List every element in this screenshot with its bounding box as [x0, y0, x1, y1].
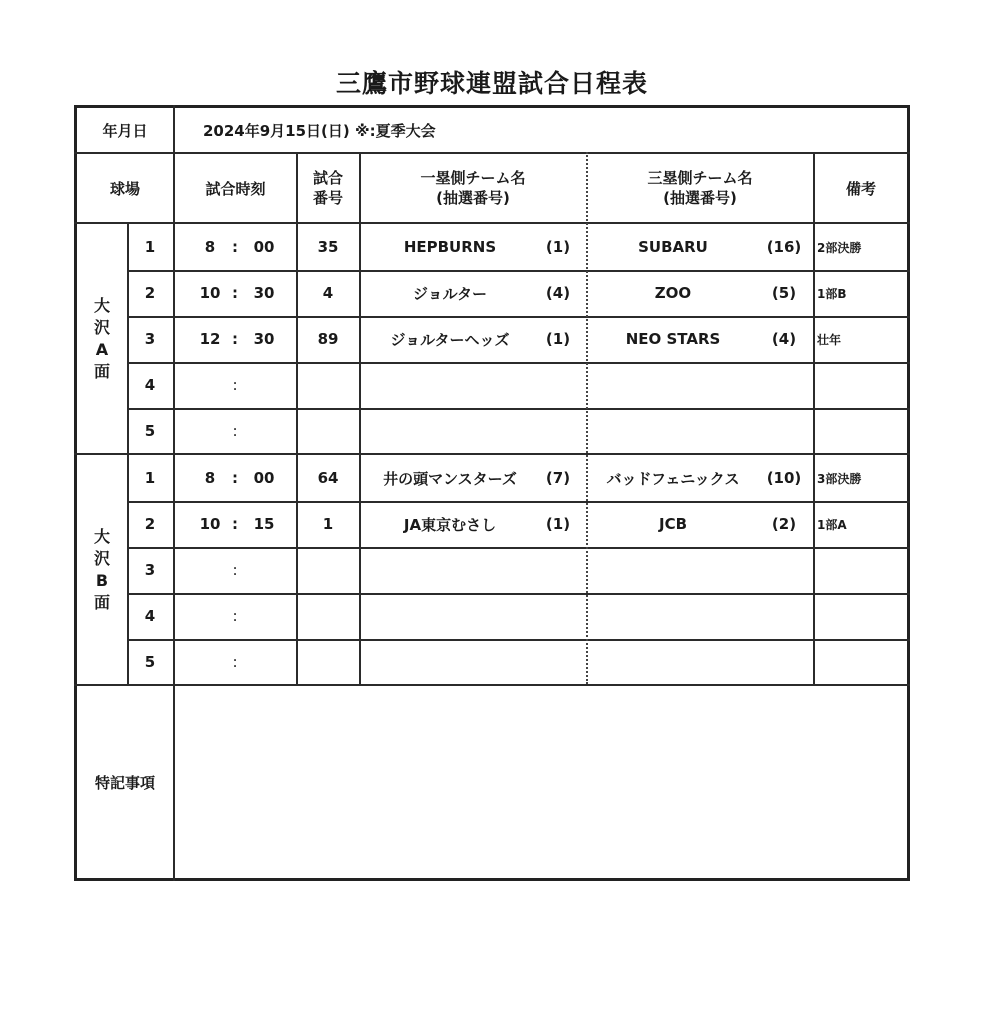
header-match-no [297, 154, 359, 222]
row-lot1 [538, 593, 578, 639]
row-lot1 [538, 362, 578, 408]
row-num: 5 [144, 422, 156, 440]
row-min [244, 408, 284, 454]
field-a-char: 沢 [93, 318, 110, 337]
row-team1 [362, 408, 538, 454]
grid-vline [127, 222, 129, 684]
row-num: 4 [144, 607, 156, 625]
row-team3 [589, 639, 757, 685]
date-value: 2024年9月15日(日) ※:夏季大会 [203, 121, 436, 140]
row-min [244, 547, 284, 593]
row-num: 2 [144, 515, 156, 533]
grid-hline [127, 316, 910, 318]
row-match: 89 [317, 330, 339, 348]
row-team1 [362, 547, 538, 593]
header-first-base-team-line1: 一塁側チーム名 [420, 169, 526, 187]
row-hour [190, 408, 230, 454]
row-sep: : [232, 284, 238, 302]
row-team1: ジョルター [412, 284, 488, 303]
grid-hline [127, 270, 910, 272]
row-hour: 12 [199, 330, 221, 348]
row-num: 1 [144, 238, 156, 256]
row-sep: : [232, 607, 238, 625]
row-num: 5 [144, 653, 156, 671]
field-a-char: 大 [93, 296, 110, 315]
row-lot3 [760, 408, 808, 454]
row-remark [817, 547, 907, 593]
header-match-no-line2: 番号 [312, 189, 343, 207]
row-hour [190, 362, 230, 408]
row-hour: 10 [199, 284, 221, 302]
row-hour: 8 [204, 238, 216, 256]
row-match [297, 408, 359, 454]
row-min [244, 593, 284, 639]
row-team3 [589, 547, 757, 593]
field-b-name [77, 455, 127, 685]
row-remark: 2部決勝 [817, 240, 862, 255]
page-title: 三鷹市野球連盟試合日程表 [335, 69, 648, 98]
field-a-name [77, 224, 127, 454]
field-b-char: B [95, 571, 109, 590]
row-lot3: (4) [771, 330, 797, 348]
row-team3: NEO STARS [625, 330, 721, 348]
field-a-char: 面 [93, 362, 110, 381]
row-sep: : [232, 561, 238, 579]
row-match: 1 [322, 515, 334, 533]
row-match [297, 593, 359, 639]
row-team3: ZOO [654, 284, 692, 302]
row-min: 00 [253, 469, 275, 487]
header-field: 球場 [109, 179, 140, 198]
row-lot3 [760, 362, 808, 408]
row-lot1: (4) [545, 284, 571, 302]
row-min [244, 362, 284, 408]
row-team1 [362, 639, 538, 685]
date-label: 年月日 [102, 121, 148, 140]
row-sep: : [232, 238, 238, 256]
header-first-base-team-line2: (抽選番号) [436, 189, 510, 207]
row-min [244, 639, 284, 685]
grid-hline [74, 152, 910, 154]
row-team1: ジョルターヘッズ [390, 330, 510, 349]
row-match: 64 [317, 469, 339, 487]
row-lot1 [538, 639, 578, 685]
row-num: 3 [144, 330, 156, 348]
header-match-no-line1: 試合 [312, 169, 343, 187]
row-lot3 [760, 547, 808, 593]
grid-vline [813, 152, 815, 684]
field-b-char: 沢 [93, 549, 110, 568]
row-team3: JCB [658, 515, 688, 533]
row-hour: 10 [199, 515, 221, 533]
grid-hline [127, 593, 910, 595]
row-sep: : [232, 330, 238, 348]
row-lot1: (7) [545, 469, 571, 487]
grid-vline [359, 152, 361, 684]
row-sep: : [232, 422, 238, 440]
row-num: 3 [144, 561, 156, 579]
row-min: 00 [253, 238, 275, 256]
row-num: 2 [144, 284, 156, 302]
row-hour: 8 [204, 469, 216, 487]
grid-hline [127, 408, 910, 410]
header-remarks: 備考 [845, 179, 876, 198]
grid-hline [74, 684, 910, 686]
row-num: 1 [144, 469, 156, 487]
row-lot3: (16) [766, 238, 802, 256]
row-remark: 3部決勝 [817, 471, 862, 486]
row-lot3: (5) [771, 284, 797, 302]
header-third-base-team [587, 154, 813, 222]
header-third-base-team-line1: 三塁側チーム名 [647, 169, 753, 187]
grid-vline [296, 152, 298, 684]
row-team3 [589, 408, 757, 454]
row-lot3 [760, 639, 808, 685]
row-team3 [589, 593, 757, 639]
header-time: 試合時刻 [205, 179, 266, 198]
header-first-base-team [360, 154, 586, 222]
field-b-char: 面 [93, 593, 110, 612]
header-third-base-team-line2: (抽選番号) [663, 189, 737, 207]
row-team1: HEPBURNS [403, 238, 497, 256]
row-team1: JA東京むさし [403, 515, 497, 534]
field-a-char: A [95, 340, 109, 359]
row-sep: : [232, 653, 238, 671]
field-b-char: 大 [93, 527, 110, 546]
row-remark: 1部B [817, 286, 847, 301]
grid-hline [127, 547, 910, 549]
row-team1 [362, 362, 538, 408]
row-remark: 壮年 [817, 332, 842, 347]
row-sep: : [232, 515, 238, 533]
row-lot1: (1) [545, 238, 571, 256]
grid-hline [127, 362, 910, 364]
row-team3: バッドフェニックス [606, 469, 740, 488]
row-lot3: (10) [766, 469, 802, 487]
row-remark [817, 593, 907, 639]
row-min: 15 [253, 515, 275, 533]
grid-hline [127, 501, 910, 503]
row-lot1: (1) [545, 330, 571, 348]
row-lot1: (1) [545, 515, 571, 533]
row-match: 35 [317, 238, 339, 256]
notes-content [190, 700, 890, 860]
row-remark [817, 362, 907, 408]
row-hour [190, 593, 230, 639]
row-remark [817, 408, 907, 454]
row-lot1 [538, 408, 578, 454]
row-remark [817, 639, 907, 685]
row-lot3 [760, 593, 808, 639]
row-match: 4 [322, 284, 334, 302]
row-remark: 1部A [817, 517, 847, 532]
notes-label: 特記事項 [94, 773, 155, 792]
row-match [297, 547, 359, 593]
grid-hline [74, 222, 910, 224]
row-min: 30 [253, 284, 275, 302]
row-sep: : [232, 469, 238, 487]
row-sep: : [232, 376, 238, 394]
row-match [297, 362, 359, 408]
grid-vline [173, 105, 175, 881]
row-match [297, 639, 359, 685]
row-team1: 井の頭マンスターズ [383, 469, 517, 488]
row-team3: SUBARU [638, 238, 708, 256]
grid-hline [74, 453, 910, 455]
row-hour [190, 547, 230, 593]
row-min: 30 [253, 330, 275, 348]
row-hour [190, 639, 230, 685]
row-team3 [589, 362, 757, 408]
row-team1 [362, 593, 538, 639]
grid-hline [127, 639, 910, 641]
row-lot1 [538, 547, 578, 593]
row-lot3: (2) [771, 515, 797, 533]
grid-dotted-vline [586, 152, 588, 684]
row-num: 4 [144, 376, 156, 394]
